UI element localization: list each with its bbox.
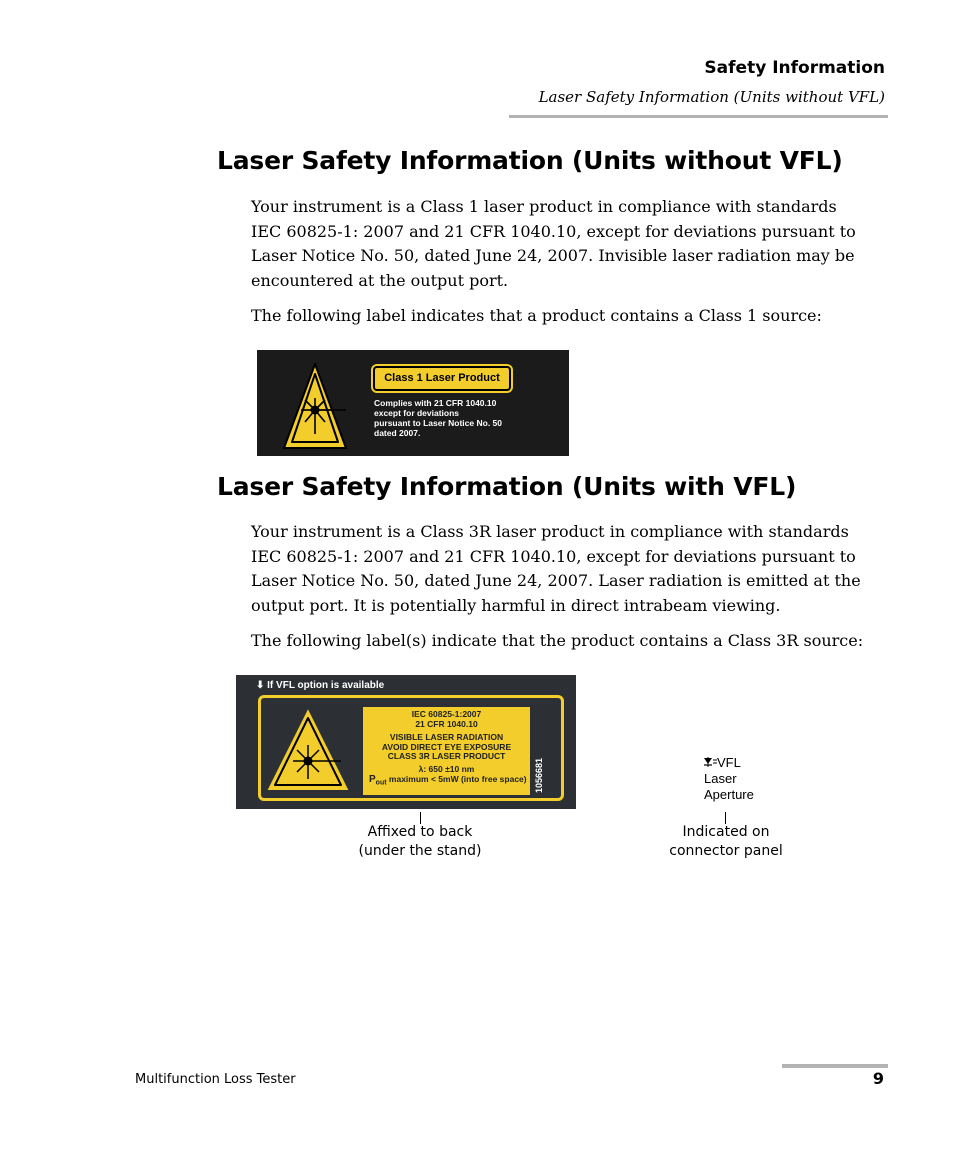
section-heading-with-vfl: Laser Safety Information (Units with VFL) [217,472,797,501]
pout-symbol: P [369,773,376,785]
label-line: CLASS 3R LASER PRODUCT [387,751,506,762]
label-line: except for deviations [374,408,460,418]
paragraph-line: Your instrument is a Class 1 laser product in compliance with standards [251,197,837,216]
label-line: Complies with 21 CFR 1040.10 [374,398,497,408]
paragraph-line: output port. It is potentially harmful in direct intrabeam viewing. [251,595,781,615]
section1-paragraph [251,195,883,293]
paragraph-line: The following label(s) indicate that the product contains a Class 3R source: [251,631,864,650]
paragraph-line: The following label indicates that a product contains a Class 1 source: [251,306,822,325]
paragraph-line: Laser Notice No. 50, dated June 24, 2007. Invisible laser radiation may be [251,246,855,265]
header-rule [509,115,888,118]
label-line: pursuant to Laser Notice No. 50 [374,418,502,428]
paragraph-line: IEC 60825-1: 2007 and 21 CFR 1040.10, except for deviations pursuant to [251,546,856,566]
section-heading-without-vfl: Laser Safety Information (Units without VFL) [217,146,843,175]
vfl-aperture-marking [703,755,754,803]
caption-affixed-to-back [340,823,500,861]
class1-badge [373,366,511,391]
class1-label-text [374,398,502,438]
footer-product-name: Multifunction Loss Tester [135,1072,296,1087]
running-header-title: Safety Information [704,58,885,78]
paragraph-line: Laser Notice No. 50, dated June 24, 2007. Laser radiation is emitted at the [251,571,861,590]
label-serial-number: 1056681 [534,757,544,793]
pout-subscript: out [375,779,387,787]
pout-line [363,775,530,788]
aperture-text: Aperture [704,787,754,802]
paragraph-line: Your instrument is a Class 3R laser product in compliance with standards [251,522,849,541]
laser-diode-icon [703,757,717,768]
class3r-laser-label [236,675,576,809]
paragraph-line: IEC 60825-1: 2007 and 21 CFR 1040.10, except for deviations pursuant to [251,221,856,241]
running-header-subtitle: Laser Safety Information (Units without VFL) [538,88,885,106]
page-number: 9 [872,1069,884,1088]
footer-rule [782,1064,888,1068]
label-line: IEC 60825-1:2007 [411,709,482,719]
label-line: 21 CFR 1040.10 [415,718,478,729]
caption-line: Indicated on [682,824,770,840]
vfl-text: VFL [717,755,741,770]
section2-label-intro [251,629,883,654]
caption-line: connector panel [669,843,783,859]
vfl-option-note: ⬇ If VFL option is available [256,680,385,691]
caption-line: (under the stand) [358,843,482,859]
class1-laser-label [257,350,569,456]
section2-paragraph [251,520,883,618]
label-line: dated 2007. [374,428,421,438]
paragraph-line: encountered at the output port. [251,270,509,290]
laser-text: Laser [704,771,737,786]
label-line: VISIBLE LASER RADIATION [389,732,504,743]
section1-label-intro [251,304,883,329]
caption-line: Affixed to back [367,824,473,840]
pout-text: maximum < 5mW (into free space) [386,773,527,784]
label-yellow-panel [363,707,530,795]
vfl-line [703,755,754,771]
badge-text: Class 1 Laser Product [384,372,500,384]
label-line: λ: 650 ±10 nm [418,763,475,774]
label-line: AVOID DIRECT EYE EXPOSURE [381,741,512,752]
caption-connector-panel [646,823,806,861]
laser-warning-icon [262,703,354,795]
